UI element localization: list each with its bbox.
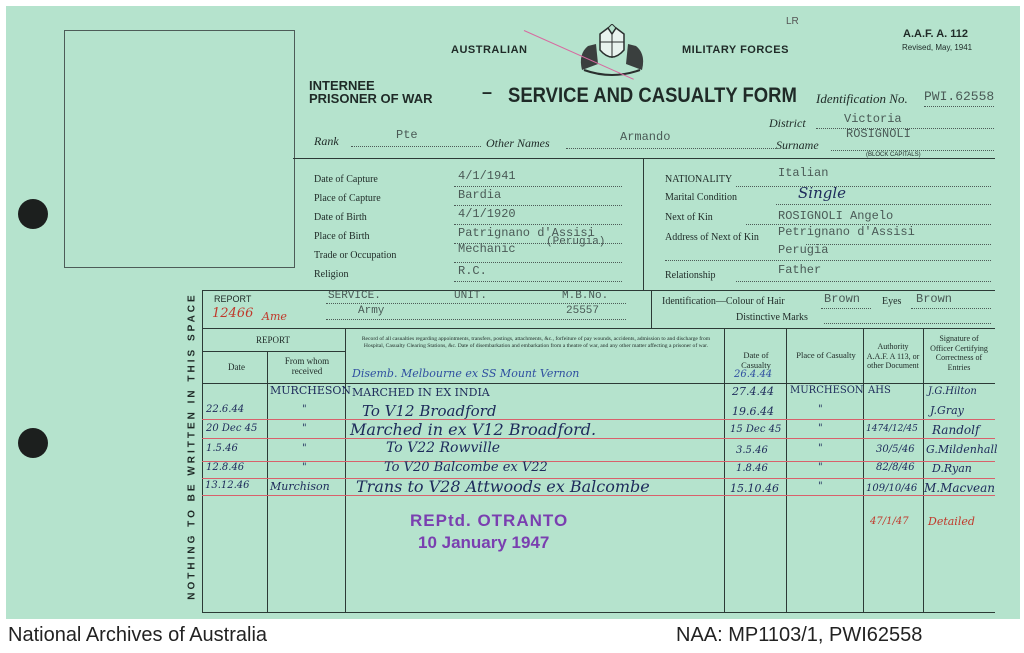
row-2-date: 22.6.44 xyxy=(206,404,245,415)
capture-place-value: Bardia xyxy=(458,188,502,202)
row-6-date-casualty: 15.10.46 xyxy=(730,482,779,495)
row-6-place: " xyxy=(818,481,823,492)
row-4-signature: G.Mildenhall xyxy=(926,443,998,456)
lr-mark: LR xyxy=(786,16,799,27)
kin-value: ROSIGNOLI Angelo xyxy=(778,209,894,223)
birth-date-value: 4/1/1920 xyxy=(458,207,516,221)
trade-label: Trade or Occupation xyxy=(314,250,397,261)
row-6-authority: 109/10/46 xyxy=(866,483,918,494)
form-revised: Revised, May, 1941 xyxy=(902,43,973,52)
row-1-signature: J.G.Hilton xyxy=(928,386,977,397)
rank-label: Rank xyxy=(314,134,339,148)
capture-place-label: Place of Capture xyxy=(314,193,381,204)
other-names-value: Armando xyxy=(620,130,671,144)
mb-column-label: M.B.No. xyxy=(562,290,609,302)
religion-value: R.C. xyxy=(458,264,487,278)
th-place-casualty: Place of Casualty xyxy=(796,350,856,360)
rank-value: Pte xyxy=(396,128,418,142)
row-2-record: To V12 Broadford xyxy=(362,402,497,420)
otranto-stamp-line-2: 10 January 1947 xyxy=(418,533,550,552)
report-number: 12466 xyxy=(212,306,254,321)
kin-address-value-1: Petrignano d'Assisi xyxy=(778,225,915,239)
surname-label: Surname xyxy=(776,138,819,152)
th-signature: Signature of Officer Certifying Correctness of Entries xyxy=(930,334,988,372)
row-5-date: 12.8.46 xyxy=(206,462,245,473)
kin-address-label: Address of Next of Kin xyxy=(665,232,759,243)
kin-address-value-2: Perugia xyxy=(778,243,829,257)
th-date: Date xyxy=(228,362,245,372)
row-2-date-casualty: 19.6.44 xyxy=(732,405,774,418)
archive-footer xyxy=(0,619,1024,653)
row-3-from: " xyxy=(302,423,307,434)
label-internee: INTERNEE xyxy=(309,78,375,93)
birth-place-value-2: (Perugia) xyxy=(546,236,606,248)
title-dash: – xyxy=(482,82,493,102)
punch-hole-bottom xyxy=(18,428,48,458)
religion-label: Religion xyxy=(314,269,349,280)
th-authority: Authority A.A.F. A 113, or other Document xyxy=(866,342,920,370)
relationship-value: Father xyxy=(778,263,822,277)
coat-of-arms-icon xyxy=(574,24,650,82)
side-note: NOTHING TO BE WRITTEN IN THIS SPACE xyxy=(186,292,198,600)
row-5-authority: 82/8/46 xyxy=(876,462,915,473)
hair-value: Brown xyxy=(824,292,861,306)
header-military-forces: MILITARY FORCES xyxy=(682,44,789,56)
district-label: District xyxy=(769,116,806,130)
row-1-from: MURCHESON xyxy=(270,384,352,397)
row-3-record: Marched in ex V12 Broadford. xyxy=(350,420,597,439)
nationality-label: NATIONALITY xyxy=(665,174,733,185)
row-4-date-casualty: 3.5.46 xyxy=(736,445,768,456)
row-3-signature: Randolf xyxy=(932,423,980,437)
marital-value: Single xyxy=(798,184,847,202)
row-5-record: To V20 Balcombe ex V22 xyxy=(384,460,548,475)
row-1-authority: AHS xyxy=(868,385,891,396)
row-5-place: " xyxy=(818,462,823,473)
th-report: REPORT xyxy=(256,335,290,345)
row-6-date: 13.12.46 xyxy=(205,480,250,491)
row-0-date-casualty: 26.4.44 xyxy=(734,369,773,380)
eyes-label: Eyes xyxy=(882,296,902,307)
row-1-record: MARCHED IN EX INDIA xyxy=(352,386,490,399)
service-column-label: SERVICE. xyxy=(328,290,381,302)
row-4-date: 1.5.46 xyxy=(206,443,238,454)
row-1-place: MURCHESON xyxy=(790,385,864,396)
row-4-record: To V22 Rowville xyxy=(386,440,501,456)
row-7-authority: 47/1/47 xyxy=(870,516,909,527)
row-5-signature: D.Ryan xyxy=(932,462,972,475)
form-title: SERVICE AND CASUALTY FORM xyxy=(508,84,797,107)
distinctive-label: Distinctive Marks xyxy=(736,312,808,323)
marital-label: Marital Condition xyxy=(665,192,737,203)
birth-place-label: Place of Birth xyxy=(314,231,370,242)
form-code: A.A.F. A. 112 xyxy=(903,28,969,40)
row-6-record: Trans to V28 Attwoods ex Balcombe xyxy=(356,477,650,496)
eyes-value: Brown xyxy=(916,292,953,306)
row-6-from: Murchison xyxy=(270,480,330,493)
footer-archive-name: National Archives of Australia xyxy=(8,624,268,646)
th-date-casualty: Date of Casualty xyxy=(741,350,771,370)
header-australian: AUSTRALIAN xyxy=(451,44,528,56)
row-7-signature: Detailed xyxy=(928,515,975,528)
row-3-authority: 1474/12/45 xyxy=(866,424,918,434)
report-label: REPORT xyxy=(214,294,252,304)
row-3-date: 20 Dec 45 xyxy=(206,423,258,434)
nationality-value: Italian xyxy=(778,166,829,180)
row-4-from: " xyxy=(302,443,307,454)
row-5-from: " xyxy=(302,462,307,473)
th-record: Record of all casualties regarding appointments, transfers, postings, attachments, &c., forfeiture of pay wounds, accidents, admission to and discharge from Hospital, Casualty Clearing Stations, &c. Date of disembarkation and embarkation from a theatre of war, and any other matter affecting a prisoner of war. xyxy=(361,336,711,350)
otranto-stamp-line-1: REPtd. OTRANTO xyxy=(410,511,569,530)
row-2-place: " xyxy=(818,404,823,415)
other-names-label: Other Names xyxy=(486,136,550,150)
service-value: Army xyxy=(358,305,385,317)
row-3-date-casualty: 15 Dec 45 xyxy=(730,424,782,435)
row-2-from: " xyxy=(302,404,307,415)
punch-hole-top xyxy=(18,199,48,229)
photo-box xyxy=(64,30,295,268)
label-prisoner-of-war: PRISONER OF WAR xyxy=(309,91,433,106)
report-hand-note: Ame xyxy=(262,310,287,323)
trade-value: Mechanic xyxy=(458,242,516,256)
kin-label: Next of Kin xyxy=(665,212,713,223)
row-6-signature: M.Macvean xyxy=(924,481,996,495)
identification-label: Identification No. xyxy=(816,91,908,106)
capture-date-label: Date of Capture xyxy=(314,174,378,185)
block-capitals-note: (BLOCK CAPITALS) xyxy=(866,152,921,158)
capture-date-value: 4/1/1941 xyxy=(458,169,516,183)
row-2-signature: J.Gray xyxy=(930,404,964,417)
row-5-date-casualty: 1.8.46 xyxy=(736,463,768,474)
surname-value: ROSIGNOLI xyxy=(846,127,911,141)
relationship-label: Relationship xyxy=(665,270,716,281)
row-4-authority: 30/5/46 xyxy=(876,444,915,455)
footer-reference: NAA: MP1103/1, PWI62558 xyxy=(676,624,923,646)
identification-value: PWI.62558 xyxy=(924,89,995,104)
birth-place-value: Patrignano d'Assisi xyxy=(458,226,595,240)
birth-date-label: Date of Birth xyxy=(314,212,367,223)
row-1-date-casualty: 27.4.44 xyxy=(732,385,774,398)
row-3-place: " xyxy=(818,423,823,434)
row-4-place: " xyxy=(818,443,823,454)
row-0-record: Disemb. Melbourne ex SS Mount Vernon xyxy=(352,367,580,380)
mb-value: 25557 xyxy=(566,305,600,317)
hair-label: Identification—Colour of Hair xyxy=(662,296,785,307)
district-value: Victoria xyxy=(844,112,902,126)
unit-column-label: UNIT. xyxy=(454,290,488,302)
service-casualty-card xyxy=(6,6,1020,619)
th-from: From whom received xyxy=(284,356,330,376)
